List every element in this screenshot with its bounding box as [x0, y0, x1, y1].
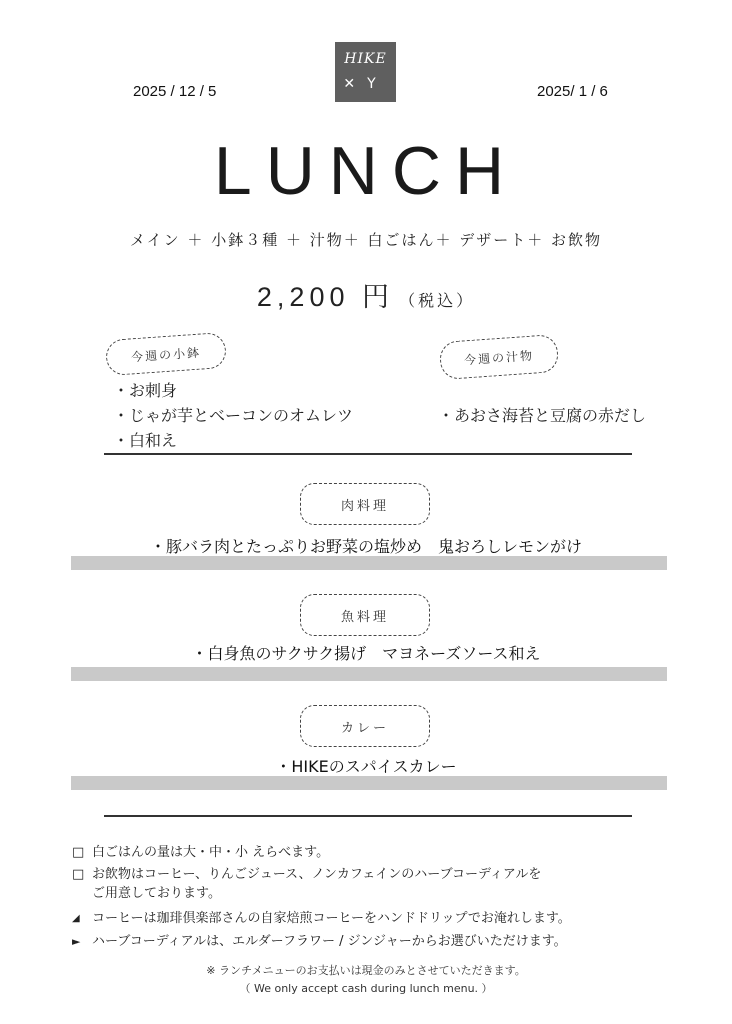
- curry-tag: カレー: [300, 705, 430, 747]
- divider: [104, 815, 632, 817]
- section-bar: [71, 776, 667, 790]
- note-drinks: □ お飲物はコーヒー、りんごジュース、ノンカフェインのハーブコーディアルを ご用意しております。: [72, 867, 542, 901]
- meat-tag: 肉料理: [300, 483, 430, 525]
- page-title: LUNCH: [213, 133, 519, 209]
- meat-dish: ・豚バラ肉とたっぷりお野菜の塩炒め 鬼おろしレモンがけ: [149, 537, 582, 556]
- notes: [72, 843, 571, 951]
- fish-tag: 魚料理: [300, 594, 430, 636]
- soup-item: ・あおさ海苔と豆腐の赤だし: [438, 406, 647, 425]
- set-composition: メイン ＋ 小鉢３種 ＋ 汁物＋ 白ごはん＋ デザート＋ お飲物: [129, 231, 603, 249]
- section-bar: [71, 556, 667, 570]
- payment-note-en: （ We only accept cash during lunch menu. ）: [239, 982, 493, 995]
- list-item: ・お刺身: [113, 381, 178, 400]
- note-coffee: ◢ コーヒーは珈琲倶楽部さんの自家焙煎コーヒーをハンドドリップでお淹れします。: [72, 911, 571, 926]
- start-date: 2025 / 12 / 5: [133, 83, 217, 100]
- divider: [104, 453, 632, 455]
- payment-note-jp: ※ ランチメニューのお支払いは現金のみとさせていただきます。: [206, 964, 526, 977]
- wine-glass-icon: Y: [367, 76, 388, 92]
- logo-name: HIKE: [344, 51, 387, 67]
- list-item: ・白和え: [113, 431, 178, 450]
- end-date: 2025/ 1 / 6: [537, 83, 608, 100]
- list-item: ・じゃが芋とベーコンのオムレツ: [113, 406, 354, 425]
- soup-tag: 今週の汁物: [439, 334, 559, 380]
- hike-logo: [335, 42, 396, 102]
- checkbox-icon: □: [72, 867, 85, 882]
- curry-dish: ・HIKEのスパイスカレー: [275, 757, 457, 776]
- arrow-icon: ►: [72, 935, 81, 948]
- price-amount: 2,200 円: [256, 282, 394, 312]
- section-bar: [71, 667, 667, 681]
- checkbox-icon: □: [72, 845, 85, 860]
- price-tax: （税込）: [399, 291, 476, 310]
- price: [0, 275, 732, 314]
- kobachi-tag: 今週の小鉢: [105, 332, 227, 376]
- fish-dish: ・白身魚のサクサク揚げ マヨネーズソース和え: [191, 644, 541, 663]
- note-rice: □ 白ごはんの量は大・中・小 えらべます。: [72, 845, 330, 860]
- kobachi-list: [113, 378, 353, 453]
- fork-knife-icon: ✕: [343, 76, 368, 92]
- triangle-icon: ◢: [72, 913, 80, 924]
- note-cordial: ► ハーブコーディアルは、エルダーフラワー / ジンジャーからお選びいただけます。: [72, 934, 567, 949]
